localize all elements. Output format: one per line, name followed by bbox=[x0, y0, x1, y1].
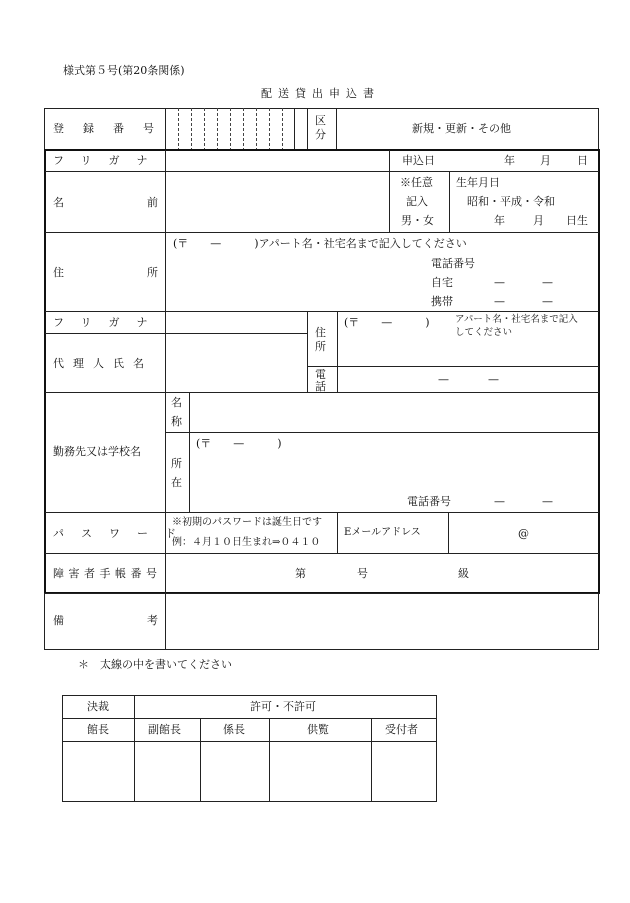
workplace-name-char-1: 名 bbox=[171, 396, 182, 409]
fill-note: 記入 bbox=[406, 195, 428, 208]
address-input[interactable] bbox=[166, 254, 599, 311]
form-title: 配送貸出申込書 bbox=[261, 87, 380, 100]
mobile-phone-label: 携帯 bbox=[431, 295, 453, 308]
proxy-postal[interactable]: (〒 — ) bbox=[344, 316, 430, 329]
stamp-cell-receptionist[interactable] bbox=[372, 742, 436, 801]
workplace-phone-dash-2: — bbox=[542, 495, 553, 508]
application-date-day[interactable]: 日 bbox=[577, 154, 588, 167]
birth-date-label: 生年月日 bbox=[456, 176, 500, 189]
disability-number-suffix[interactable]: 号 bbox=[357, 567, 368, 580]
optional-note: ※任意 bbox=[400, 176, 433, 189]
furigana-input[interactable] bbox=[166, 151, 389, 171]
era-select[interactable]: 昭和・平成・令和 bbox=[467, 195, 555, 208]
birth-year[interactable]: 年 bbox=[494, 214, 505, 227]
application-date-year[interactable]: 年 bbox=[504, 154, 515, 167]
email-input[interactable]: @ bbox=[518, 527, 529, 540]
password-note-1: ※初期のパスワードは誕生日です bbox=[172, 517, 322, 528]
application-date-label: 申込日 bbox=[402, 154, 435, 167]
proxy-note-line1: アパート名・社宅名まで記入 bbox=[455, 314, 578, 325]
workplace-phone-dash-1: — bbox=[494, 495, 505, 508]
application-date-month[interactable]: 月 bbox=[540, 154, 551, 167]
proxy-furigana-label: フリガナ bbox=[53, 316, 165, 329]
permission-select[interactable]: 許可・不許可 bbox=[250, 700, 316, 713]
birth-month[interactable]: 月 bbox=[533, 214, 544, 227]
mobile-phone-dash-1: — bbox=[494, 295, 505, 308]
remarks-input[interactable] bbox=[166, 594, 599, 649]
home-phone-dash-2: — bbox=[542, 276, 553, 289]
proxy-name-input[interactable] bbox=[166, 334, 307, 392]
gender-select[interactable]: 男・女 bbox=[401, 214, 434, 227]
workplace-loc-char-1: 所 bbox=[171, 457, 182, 470]
kubun-char-1: 区 bbox=[315, 114, 326, 127]
proxy-phone-char-1: 電 bbox=[315, 368, 326, 381]
address-label: 住所 bbox=[53, 266, 241, 279]
workplace-label: 勤務先又は学校名 bbox=[53, 445, 141, 458]
header-vice-director: 副館長 bbox=[148, 723, 181, 736]
birth-day[interactable]: 日生 bbox=[566, 214, 588, 227]
email-label: Eメールアドレス bbox=[344, 527, 421, 538]
header-section-chief: 係長 bbox=[223, 723, 245, 736]
name-label-first: 名前 bbox=[53, 196, 241, 209]
home-phone-label: 自宅 bbox=[431, 276, 453, 289]
kubun-options[interactable]: 新規・更新・その他 bbox=[412, 122, 511, 135]
proxy-address-char-1: 住 bbox=[315, 326, 326, 339]
registration-label: 登録番号 bbox=[53, 122, 173, 135]
proxy-phone-dash-1: — bbox=[438, 373, 449, 386]
decision-label: 決裁 bbox=[87, 700, 109, 713]
workplace-name-char-2: 称 bbox=[171, 415, 182, 428]
address-phone-label: 電話番号 bbox=[431, 257, 475, 270]
proxy-name-label: 代理人氏名 bbox=[53, 357, 153, 370]
kubun-char-2: 分 bbox=[315, 128, 326, 141]
disability-grade[interactable]: 級 bbox=[458, 567, 469, 580]
remarks-label: 備考 bbox=[53, 614, 241, 627]
proxy-address-char-2: 所 bbox=[315, 340, 326, 353]
home-phone-dash-1: — bbox=[494, 276, 505, 289]
stamp-cell-section-chief[interactable] bbox=[201, 742, 268, 801]
header-circulation: 供覧 bbox=[307, 723, 329, 736]
stamp-cell-circulation[interactable] bbox=[270, 742, 370, 801]
disability-label: 障害者手帳番号 bbox=[53, 567, 162, 580]
proxy-note-line2: してください bbox=[455, 327, 513, 338]
workplace-loc-char-2: 在 bbox=[171, 476, 182, 489]
instruction-note: ＊ 太線の中を書いてください bbox=[78, 658, 232, 671]
form-number: 様式第５号(第20条関係) bbox=[63, 64, 185, 77]
workplace-phone-label: 電話番号 bbox=[407, 495, 451, 508]
password-note-2: 例：４月１０日生まれ⇒０４１０ bbox=[172, 537, 321, 548]
header-receptionist: 受付者 bbox=[385, 723, 418, 736]
name-input[interactable] bbox=[166, 172, 389, 232]
proxy-phone-char-2: 話 bbox=[315, 380, 326, 393]
proxy-phone-dash-2: — bbox=[488, 373, 499, 386]
workplace-name-input[interactable] bbox=[190, 393, 599, 431]
stamp-cell-director[interactable] bbox=[63, 742, 133, 801]
mobile-phone-dash-2: — bbox=[542, 295, 553, 308]
furigana-label: フリガナ bbox=[53, 154, 165, 167]
disability-number-prefix[interactable]: 第 bbox=[295, 567, 306, 580]
header-director: 館長 bbox=[87, 723, 109, 736]
stamp-cell-vice-director[interactable] bbox=[135, 742, 199, 801]
address-postal-note: (〒 — )アパート名・社宅名まで記入してください bbox=[173, 237, 467, 250]
password-label: パスワード bbox=[53, 527, 193, 540]
workplace-postal[interactable]: (〒 — ) bbox=[196, 437, 282, 450]
